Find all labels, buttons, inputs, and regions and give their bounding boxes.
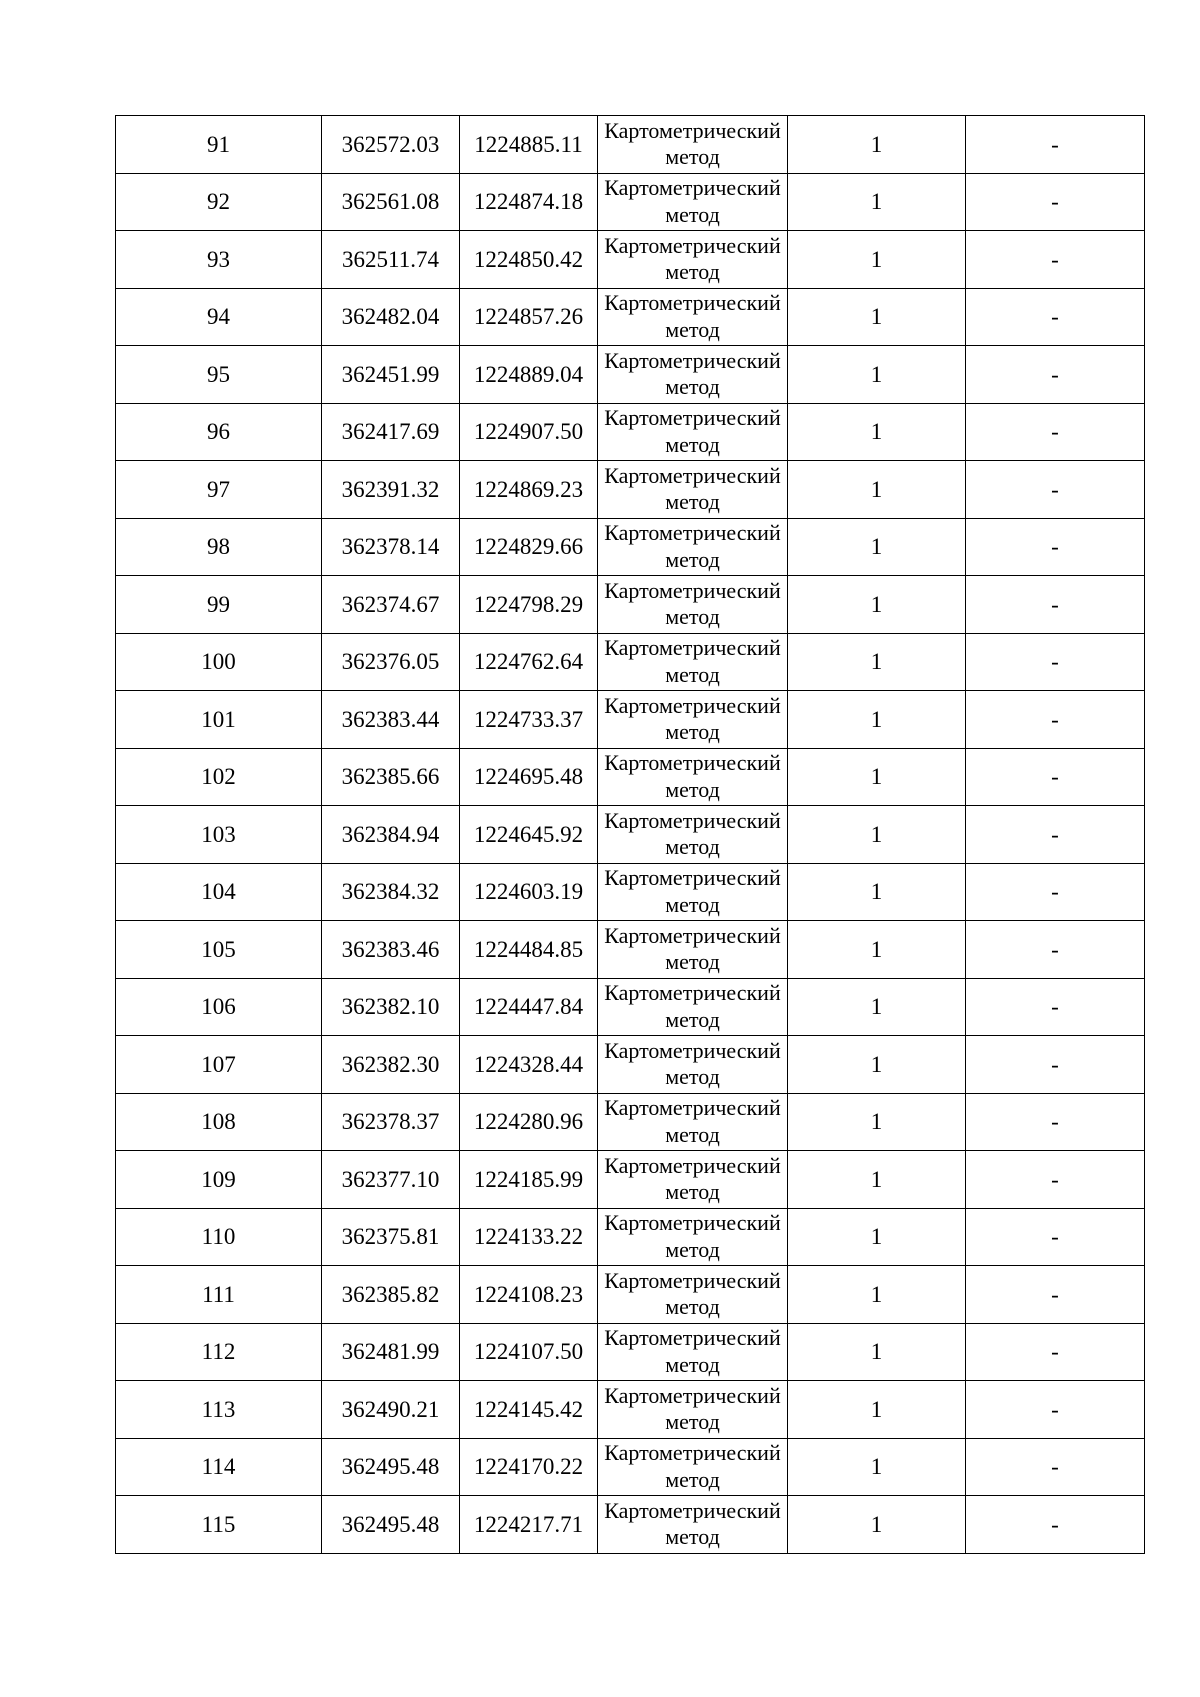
x-coordinate-cell: 362451.99	[322, 346, 460, 404]
method-cell: Картометрический метод	[598, 346, 788, 404]
point-number-cell: 95	[116, 346, 322, 404]
method-cell: Картометрический метод	[598, 1093, 788, 1151]
y-coordinate-cell: 1224108.23	[460, 1266, 598, 1324]
table-row	[116, 1266, 1145, 1324]
note-cell: -	[966, 231, 1145, 289]
y-coordinate-cell: 1224447.84	[460, 978, 598, 1036]
table-row	[116, 1151, 1145, 1209]
method-cell: Картометрический метод	[598, 1266, 788, 1324]
x-coordinate-cell: 362572.03	[322, 116, 460, 174]
note-cell: -	[966, 461, 1145, 519]
point-number-cell: 115	[116, 1496, 322, 1554]
method-cell: Картометрический метод	[598, 173, 788, 231]
point-number-cell: 114	[116, 1438, 322, 1496]
table-row	[116, 1323, 1145, 1381]
accuracy-cell: 1	[788, 1496, 966, 1554]
table-row	[116, 1381, 1145, 1439]
note-cell: -	[966, 518, 1145, 576]
accuracy-cell: 1	[788, 978, 966, 1036]
table-body	[116, 116, 1145, 1554]
table-row	[116, 461, 1145, 519]
note-cell: -	[966, 1151, 1145, 1209]
point-number-cell: 99	[116, 576, 322, 634]
accuracy-cell: 1	[788, 806, 966, 864]
x-coordinate-cell: 362384.32	[322, 863, 460, 921]
note-cell: -	[966, 748, 1145, 806]
y-coordinate-cell: 1224185.99	[460, 1151, 598, 1209]
method-cell: Картометрический метод	[598, 518, 788, 576]
point-number-cell: 101	[116, 691, 322, 749]
accuracy-cell: 1	[788, 1151, 966, 1209]
y-coordinate-cell: 1224874.18	[460, 173, 598, 231]
accuracy-cell: 1	[788, 1381, 966, 1439]
method-cell: Картометрический метод	[598, 633, 788, 691]
method-cell: Картометрический метод	[598, 978, 788, 1036]
table-row	[116, 1438, 1145, 1496]
point-number-cell: 108	[116, 1093, 322, 1151]
accuracy-cell: 1	[788, 691, 966, 749]
method-cell: Картометрический метод	[598, 116, 788, 174]
x-coordinate-cell: 362490.21	[322, 1381, 460, 1439]
y-coordinate-cell: 1224280.96	[460, 1093, 598, 1151]
accuracy-cell: 1	[788, 1266, 966, 1324]
point-number-cell: 112	[116, 1323, 322, 1381]
note-cell: -	[966, 1208, 1145, 1266]
method-cell: Картометрический метод	[598, 231, 788, 289]
method-cell: Картометрический метод	[598, 1381, 788, 1439]
x-coordinate-cell: 362511.74	[322, 231, 460, 289]
point-number-cell: 110	[116, 1208, 322, 1266]
method-cell: Картометрический метод	[598, 1036, 788, 1094]
point-number-cell: 103	[116, 806, 322, 864]
method-cell: Картометрический метод	[598, 748, 788, 806]
y-coordinate-cell: 1224133.22	[460, 1208, 598, 1266]
accuracy-cell: 1	[788, 1208, 966, 1266]
note-cell: -	[966, 633, 1145, 691]
accuracy-cell: 1	[788, 863, 966, 921]
table-row	[116, 921, 1145, 979]
table-row	[116, 633, 1145, 691]
y-coordinate-cell: 1224850.42	[460, 231, 598, 289]
y-coordinate-cell: 1224889.04	[460, 346, 598, 404]
x-coordinate-cell: 362375.81	[322, 1208, 460, 1266]
accuracy-cell: 1	[788, 231, 966, 289]
table-row	[116, 1036, 1145, 1094]
note-cell: -	[966, 1036, 1145, 1094]
x-coordinate-cell: 362391.32	[322, 461, 460, 519]
accuracy-cell: 1	[788, 173, 966, 231]
accuracy-cell: 1	[788, 921, 966, 979]
accuracy-cell: 1	[788, 633, 966, 691]
point-number-cell: 92	[116, 173, 322, 231]
y-coordinate-cell: 1224217.71	[460, 1496, 598, 1554]
table-row	[116, 116, 1145, 174]
x-coordinate-cell: 362385.82	[322, 1266, 460, 1324]
y-coordinate-cell: 1224762.64	[460, 633, 598, 691]
accuracy-cell: 1	[788, 1323, 966, 1381]
note-cell: -	[966, 1323, 1145, 1381]
accuracy-cell: 1	[788, 116, 966, 174]
x-coordinate-cell: 362376.05	[322, 633, 460, 691]
accuracy-cell: 1	[788, 576, 966, 634]
point-number-cell: 105	[116, 921, 322, 979]
method-cell: Картометрический метод	[598, 461, 788, 519]
x-coordinate-cell: 362417.69	[322, 403, 460, 461]
point-number-cell: 91	[116, 116, 322, 174]
note-cell: -	[966, 576, 1145, 634]
y-coordinate-cell: 1224170.22	[460, 1438, 598, 1496]
y-coordinate-cell: 1224869.23	[460, 461, 598, 519]
x-coordinate-cell: 362495.48	[322, 1438, 460, 1496]
y-coordinate-cell: 1224907.50	[460, 403, 598, 461]
x-coordinate-cell: 362377.10	[322, 1151, 460, 1209]
method-cell: Картометрический метод	[598, 403, 788, 461]
accuracy-cell: 1	[788, 403, 966, 461]
table-row	[116, 978, 1145, 1036]
x-coordinate-cell: 362383.46	[322, 921, 460, 979]
y-coordinate-cell: 1224798.29	[460, 576, 598, 634]
note-cell: -	[966, 691, 1145, 749]
accuracy-cell: 1	[788, 288, 966, 346]
x-coordinate-cell: 362481.99	[322, 1323, 460, 1381]
accuracy-cell: 1	[788, 748, 966, 806]
method-cell: Картометрический метод	[598, 863, 788, 921]
table-row	[116, 403, 1145, 461]
table-row	[116, 518, 1145, 576]
point-number-cell: 107	[116, 1036, 322, 1094]
y-coordinate-cell: 1224857.26	[460, 288, 598, 346]
note-cell: -	[966, 116, 1145, 174]
point-number-cell: 97	[116, 461, 322, 519]
x-coordinate-cell: 362482.04	[322, 288, 460, 346]
table-row	[116, 346, 1145, 404]
note-cell: -	[966, 863, 1145, 921]
note-cell: -	[966, 1496, 1145, 1554]
table-row	[116, 576, 1145, 634]
note-cell: -	[966, 921, 1145, 979]
method-cell: Картометрический метод	[598, 806, 788, 864]
table-row	[116, 806, 1145, 864]
note-cell: -	[966, 1093, 1145, 1151]
point-number-cell: 93	[116, 231, 322, 289]
point-number-cell: 106	[116, 978, 322, 1036]
table-row	[116, 1208, 1145, 1266]
y-coordinate-cell: 1224328.44	[460, 1036, 598, 1094]
point-number-cell: 104	[116, 863, 322, 921]
y-coordinate-cell: 1224107.50	[460, 1323, 598, 1381]
y-coordinate-cell: 1224603.19	[460, 863, 598, 921]
method-cell: Картометрический метод	[598, 288, 788, 346]
x-coordinate-cell: 362374.67	[322, 576, 460, 634]
point-number-cell: 94	[116, 288, 322, 346]
accuracy-cell: 1	[788, 461, 966, 519]
note-cell: -	[966, 806, 1145, 864]
y-coordinate-cell: 1224695.48	[460, 748, 598, 806]
y-coordinate-cell: 1224885.11	[460, 116, 598, 174]
point-number-cell: 109	[116, 1151, 322, 1209]
x-coordinate-cell: 362384.94	[322, 806, 460, 864]
method-cell: Картометрический метод	[598, 1323, 788, 1381]
x-coordinate-cell: 362382.10	[322, 978, 460, 1036]
accuracy-cell: 1	[788, 1036, 966, 1094]
method-cell: Картометрический метод	[598, 1496, 788, 1554]
method-cell: Картометрический метод	[598, 576, 788, 634]
x-coordinate-cell: 362378.37	[322, 1093, 460, 1151]
table-row	[116, 173, 1145, 231]
point-number-cell: 102	[116, 748, 322, 806]
y-coordinate-cell: 1224484.85	[460, 921, 598, 979]
note-cell: -	[966, 346, 1145, 404]
note-cell: -	[966, 1381, 1145, 1439]
table-row	[116, 288, 1145, 346]
point-number-cell: 113	[116, 1381, 322, 1439]
x-coordinate-cell: 362383.44	[322, 691, 460, 749]
method-cell: Картометрический метод	[598, 1438, 788, 1496]
x-coordinate-cell: 362495.48	[322, 1496, 460, 1554]
accuracy-cell: 1	[788, 1438, 966, 1496]
x-coordinate-cell: 362385.66	[322, 748, 460, 806]
method-cell: Картометрический метод	[598, 1208, 788, 1266]
method-cell: Картометрический метод	[598, 691, 788, 749]
table-row	[116, 1093, 1145, 1151]
note-cell: -	[966, 403, 1145, 461]
note-cell: -	[966, 1266, 1145, 1324]
coordinates-table	[115, 115, 1145, 1554]
y-coordinate-cell: 1224829.66	[460, 518, 598, 576]
y-coordinate-cell: 1224145.42	[460, 1381, 598, 1439]
y-coordinate-cell: 1224733.37	[460, 691, 598, 749]
point-number-cell: 100	[116, 633, 322, 691]
table-row	[116, 691, 1145, 749]
accuracy-cell: 1	[788, 1093, 966, 1151]
note-cell: -	[966, 173, 1145, 231]
y-coordinate-cell: 1224645.92	[460, 806, 598, 864]
note-cell: -	[966, 978, 1145, 1036]
accuracy-cell: 1	[788, 346, 966, 404]
point-number-cell: 96	[116, 403, 322, 461]
table-row	[116, 748, 1145, 806]
table-row	[116, 1496, 1145, 1554]
accuracy-cell: 1	[788, 518, 966, 576]
table-row	[116, 231, 1145, 289]
point-number-cell: 98	[116, 518, 322, 576]
method-cell: Картометрический метод	[598, 921, 788, 979]
note-cell: -	[966, 288, 1145, 346]
note-cell: -	[966, 1438, 1145, 1496]
point-number-cell: 111	[116, 1266, 322, 1324]
x-coordinate-cell: 362378.14	[322, 518, 460, 576]
method-cell: Картометрический метод	[598, 1151, 788, 1209]
table-row	[116, 863, 1145, 921]
x-coordinate-cell: 362561.08	[322, 173, 460, 231]
x-coordinate-cell: 362382.30	[322, 1036, 460, 1094]
